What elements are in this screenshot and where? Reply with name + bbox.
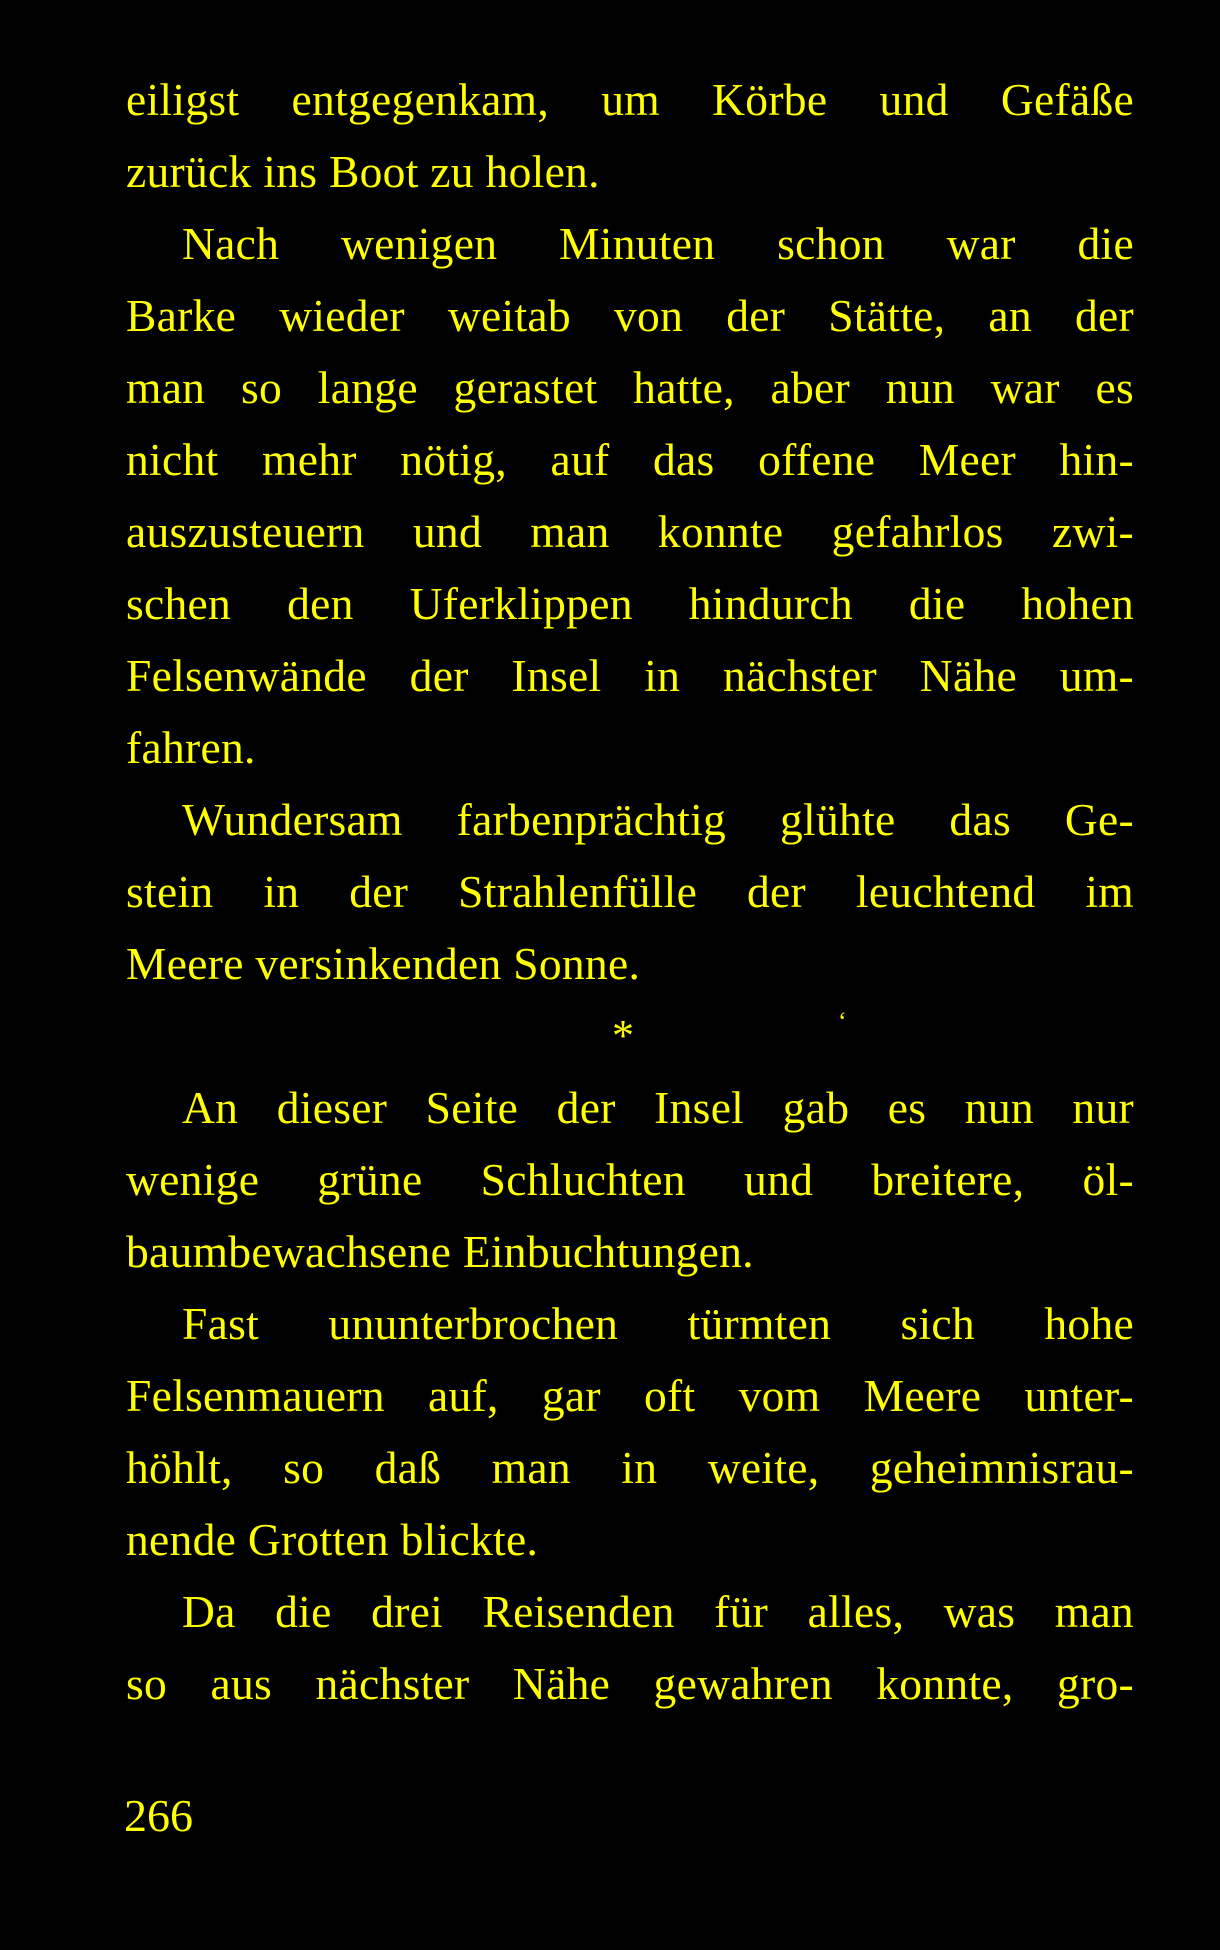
text-line: wenige grüne Schluchten und breitere, öl- — [126, 1154, 1134, 1205]
section-separator — [126, 1000, 1134, 1072]
text-line: Felsenwände der Insel in nächster Nähe um- — [126, 650, 1134, 701]
text-line: nicht mehr nötig, auf das offene Meer hin- — [126, 434, 1134, 485]
asterisk-separator: * — [612, 1011, 635, 1060]
stray-mark: ‘ — [838, 1007, 847, 1036]
paragraph-5 — [126, 1288, 1134, 1576]
text-line: schen den Uferklippen hindurch die hohen — [126, 578, 1134, 629]
text-line: höhlt, so daß man in weite, geheimnisrau- — [126, 1442, 1134, 1493]
text-line: fahren. — [126, 722, 256, 773]
text-line: so aus nächster Nähe gewahren konnte, gro- — [126, 1658, 1134, 1709]
paragraph-1 — [126, 64, 1134, 208]
text-line: stein in der Strahlenfülle der leuchtend im — [126, 866, 1134, 917]
paragraph-4 — [126, 1072, 1134, 1288]
book-page-text — [126, 64, 1134, 1720]
text-line: An dieser Seite der Insel gab es nun nur — [182, 1082, 1134, 1133]
paragraph-6 — [126, 1576, 1134, 1720]
text-line: Fast ununterbrochen türmten sich hohe — [182, 1298, 1134, 1349]
page-number: 266 — [124, 1790, 193, 1841]
paragraph-3 — [126, 784, 1134, 1000]
text-line: Meere versinkenden Sonne. — [126, 938, 641, 989]
text-line: Nach wenigen Minuten schon war die — [182, 218, 1134, 269]
text-line: nende Grotten blickte. — [126, 1514, 539, 1565]
text-line: Barke wieder weitab von der Stätte, an der — [126, 290, 1134, 341]
text-line: baumbewachsene Einbuchtungen. — [126, 1226, 754, 1277]
text-line: Da die drei Reisenden für alles, was man — [182, 1586, 1134, 1637]
text-line: eiligst entgegenkam, um Körbe und Gefäße — [126, 74, 1134, 125]
paragraph-2 — [126, 208, 1134, 784]
text-line: Wundersam farbenprächtig glühte das Ge- — [182, 794, 1134, 845]
text-line: zurück ins Boot zu holen. — [126, 146, 600, 197]
text-line: man so lange gerastet hatte, aber nun war es — [126, 362, 1134, 413]
text-line: auszusteuern und man konnte gefahrlos zwi- — [126, 506, 1134, 557]
text-line: Felsenmauern auf, gar oft vom Meere unter- — [126, 1370, 1134, 1421]
